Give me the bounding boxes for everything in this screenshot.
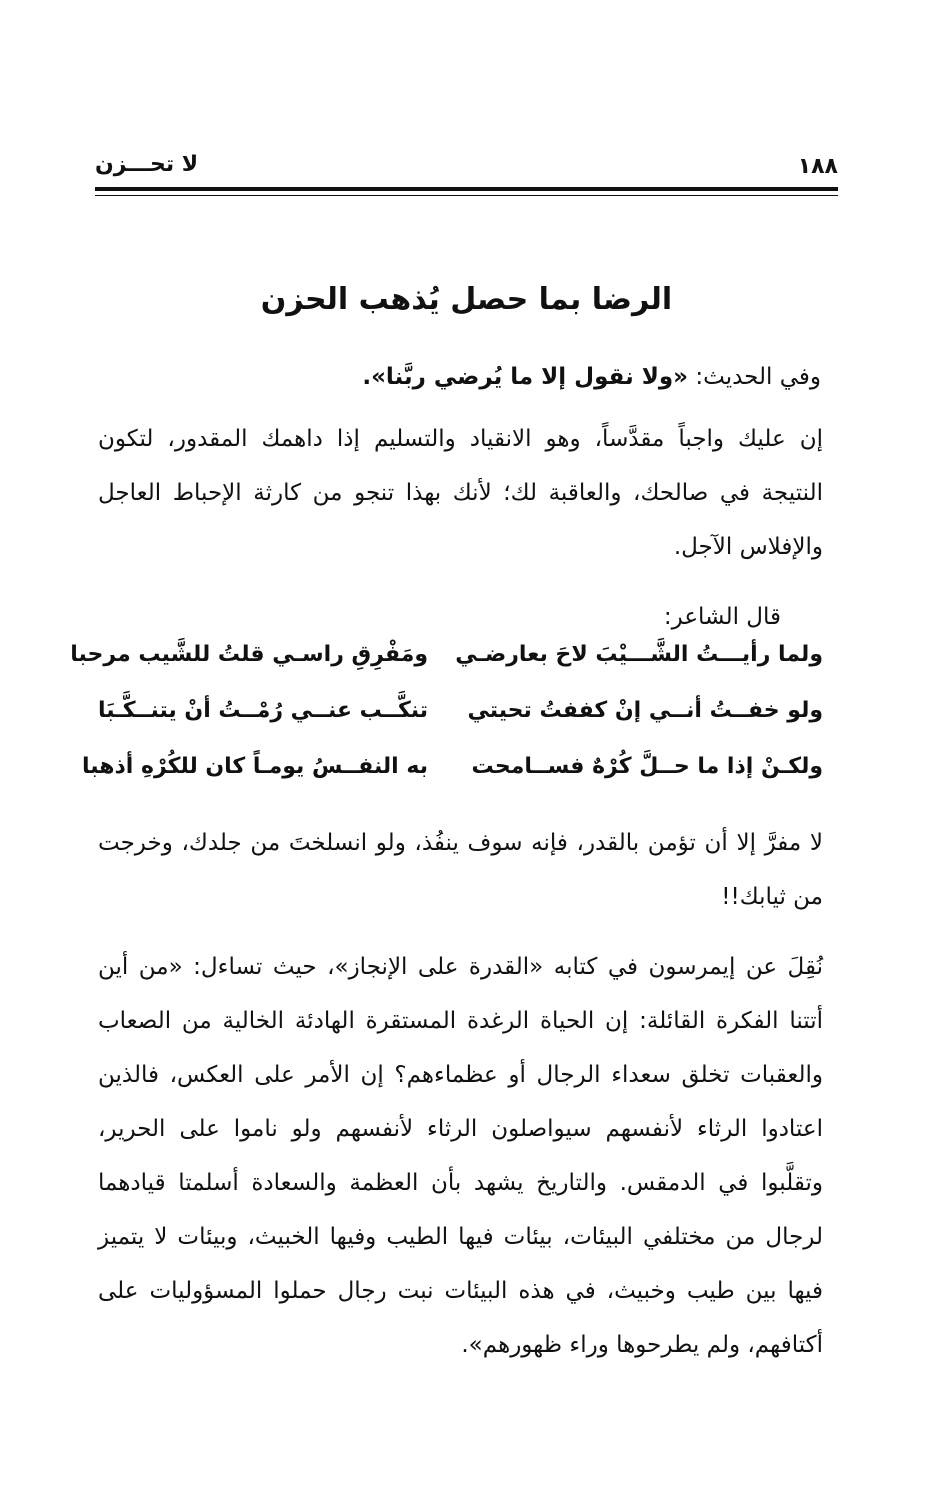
verse-second-hemistich: ومَفْرِقِ راسـي قلتُ للشَّيب مرحبا [70, 642, 428, 667]
paragraph-3: نُقِلَ عن إيمرسون في كتابه «القدرة على الإنجاز»، حيث تساءل: «من أين أتتنا الفكرة القائلة: إن الحياة الرغدة المستقرة الهادئة الخالية من الصعاب والعقبات تخلق سعداء الرجال أو عظماءهم؟ إن الأمر على العكس، فالذين اعتادوا الرثاء لأنفسهم سيواصلون الرثاء لأنفسهم ولو ناموا على الحرير، وتقلَّبوا في الدمقس. والتاريخ يشهد بأن العظمة والسعادة أسلمتا قيادهما لرجال من مختلفي البيئات، بيئات فيها الطيب وفيها الخبيث، وبيئات لا يتميز فيها بين طيب وخبيث، في هذه البيئات نبت رجال حملوا المسؤوليات على أكتافهم، ولم يطرحوها وراء ظهورهم». [98, 954, 823, 1358]
verse-first-hemistich: ولو خفــتُ أنــي إنْ كففتُ تحيتي [467, 698, 823, 723]
verse-first-hemistich: ولكـنْ إذا ما حــلَّ كُرْهٌ فســامحت [471, 754, 823, 779]
page-header [95, 148, 838, 192]
verse-first-hemistich: ولما رأيـــتُ الشَّـــيْبَ لاحَ بعارضـي [455, 642, 823, 667]
poem [70, 642, 823, 810]
poem-verse [98, 698, 823, 754]
poem-verse [70, 642, 823, 698]
header-rule-thick [95, 187, 838, 191]
paragraph-1: إن عليك واجباً مقدَّساً، وهو الانقياد والتسليم إذا داهمك المقدور، لتكون النتيجة في صالحك، والعاقبة لك؛ لأنك بهذا تنجو من كارثة الإحباط العاجل والإفلاس الآجل. [98, 426, 823, 560]
poet-label: قال الشاعر: [663, 604, 781, 630]
paragraph-2: لا مفرَّ إلا أن تؤمن بالقدر، فإنه سوف ينفُذ، ولو انسلختَ من جلدك، وخرجت من ثيابك!! [98, 830, 823, 910]
page-number: ١٨٨ [797, 154, 838, 179]
running-title: لا تحـــزن [95, 152, 199, 177]
poem-verse [82, 754, 823, 810]
section-title: الرضا بما حصل يُذهب الحزن [260, 282, 673, 317]
hadith-intro: وفي الحديث: [688, 364, 821, 390]
verse-second-hemistich: تنكَّــب عنــي رُمْــتُ أنْ يتنــكَّـبَا [97, 698, 428, 723]
verse-second-hemistich: به النفــسُ يومـاً كان للكُرْهِ أذهبا [82, 754, 428, 779]
hadith-quote: «ولا نقول إلا ما يُرضي ربَّنا». [362, 364, 689, 390]
header-rule-thin [95, 195, 838, 196]
hadith-line [98, 350, 821, 404]
